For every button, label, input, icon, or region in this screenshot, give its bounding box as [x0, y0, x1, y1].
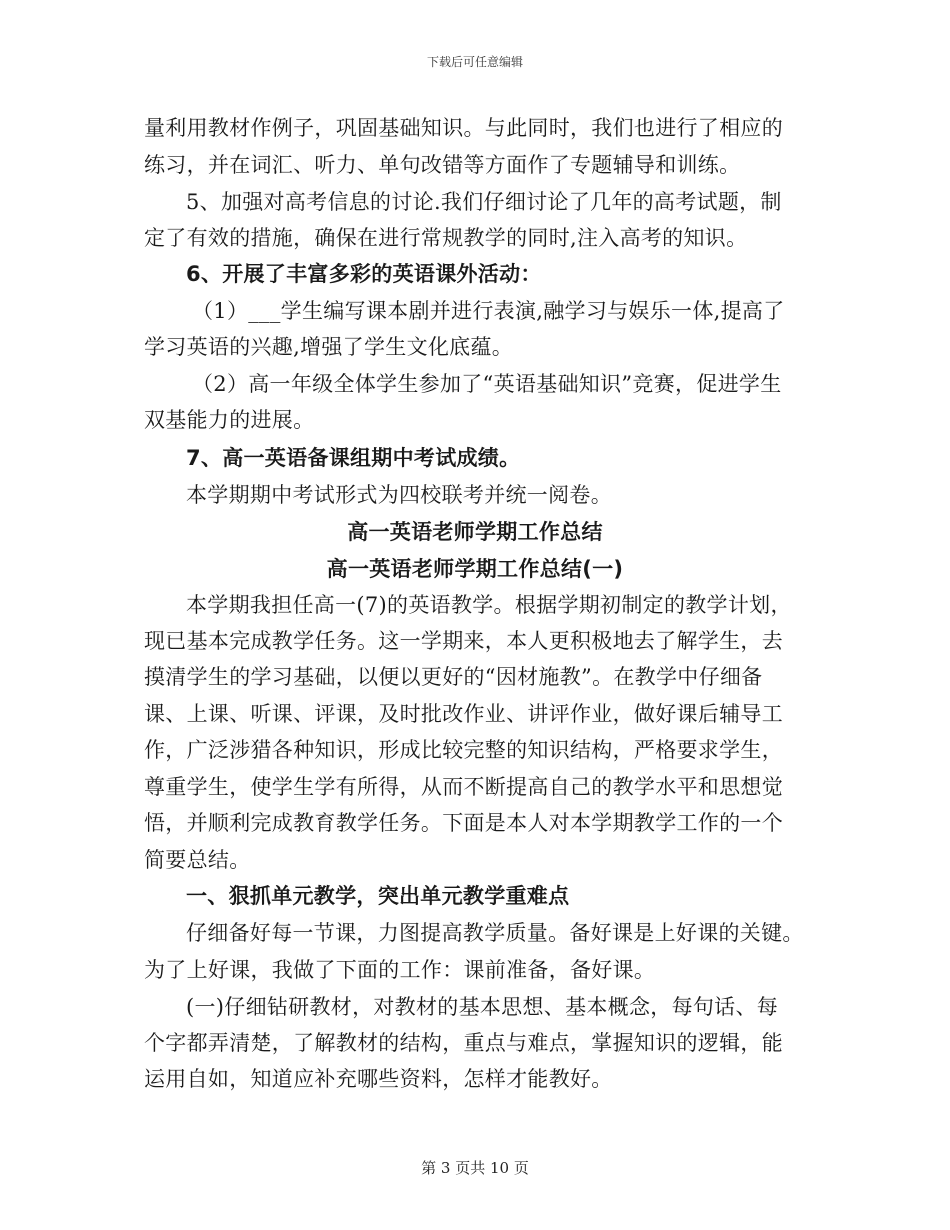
body-line: 个字都弄清楚，了解教材的结构，重点与难点，掌握知识的逻辑，能	[144, 1031, 783, 1055]
body-line: 摸清学生的学习基础，以便以更好的“因材施教”。在教学中仔细备	[144, 665, 763, 689]
body-line: 练习，并在词汇、听力、单句改错等方面作了专题辅导和训练。	[144, 153, 741, 177]
body-line: 现已基本完成教学任务。这一学期来，本人更积极地去了解学生，去	[144, 629, 783, 653]
body-line: 作，广泛涉猎各种知识，形成比较完整的知识结构，严格要求学生，	[144, 738, 783, 762]
body-line: 悟，并顺利完成教育教学任务。下面是本人对本学期教学工作的一个	[144, 811, 783, 835]
body-line: 课、上课、听课、评课，及时批改作业、讲评作业，做好课后辅导工	[144, 702, 783, 726]
body-line: 仔细备好每一节课，力图提高教学质量。备好课是上好课的关键。	[186, 921, 804, 945]
document-title: 高一英语老师学期工作总结	[347, 520, 603, 544]
body-line: 运用自如，知道应补充哪些资料，怎样才能教好。	[144, 1067, 613, 1091]
page-header: 下载后可任意编辑	[426, 55, 523, 69]
body-line: 5、加强对高考信息的讨论.我们仔细讨论了几年的高考试题，制	[186, 190, 782, 214]
body-line: 简要总结。	[144, 848, 251, 872]
section-heading: 6、开展了丰富多彩的英语课外活动：	[186, 262, 542, 286]
body-line: 本学期期中考试形式为四校联考并统一阅卷。	[186, 483, 612, 507]
body-line: 双基能力的进展。	[144, 408, 315, 432]
body-line: （2）高一年级全体学生参加了“英语基础知识”竞赛，促进学生	[192, 372, 782, 396]
body-line: 为了上好课，我做了下面的工作：课前准备，备好课。	[144, 958, 656, 982]
section-heading: 一、狠抓单元教学，突出单元教学重难点	[186, 884, 570, 908]
section-heading: 7、高一英语备课组期中考试成绩。	[186, 446, 521, 470]
body-line: 定了有效的措施，确保在进行常规教学的同时,注入高考的知识。	[144, 226, 748, 250]
body-line: 本学期我担任高一(7)的英语教学。根据学期初制定的教学计划，	[186, 593, 792, 617]
body-line: 量利用教材作例子，巩固基础知识。与此同时，我们也进行了相应的	[144, 116, 783, 140]
body-line: 学习英语的兴趣,增强了学生文化底蕴。	[144, 335, 514, 359]
body-line: (一)仔细钻研教材，对教材的基本思想、基本概念，每句话、每	[186, 995, 779, 1019]
body-line: （1）___学生编写课本剧并进行表演,融学习与娱乐一体,提高了	[192, 299, 785, 323]
document-subtitle: 高一英语老师学期工作总结(一)	[326, 557, 624, 581]
body-line: 尊重学生，使学生学有所得，从而不断提高自己的教学水平和思想觉	[144, 775, 783, 799]
page-number: 第 3 页共 10 页	[421, 1159, 529, 1177]
